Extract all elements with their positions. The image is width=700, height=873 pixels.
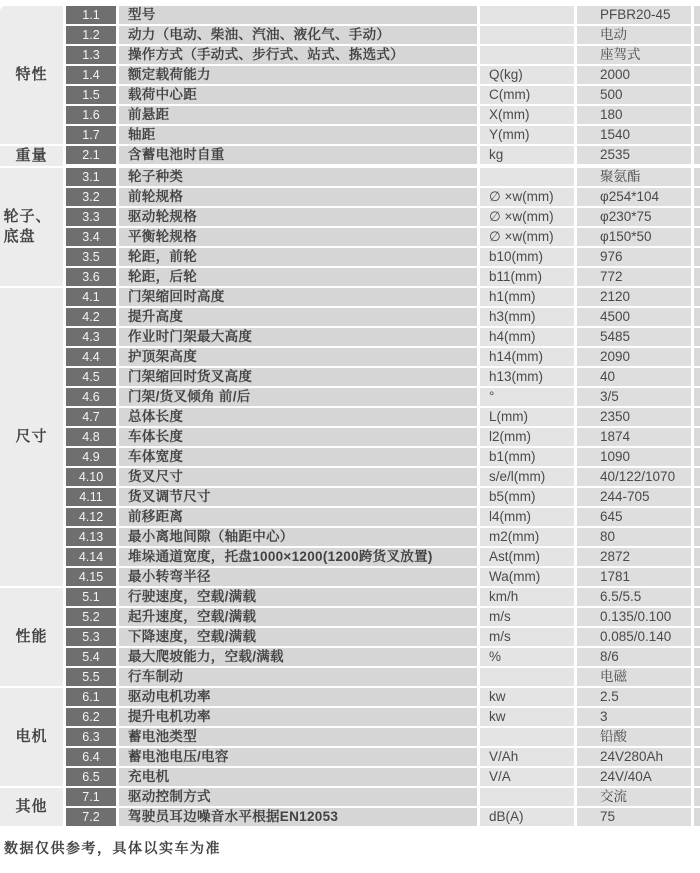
table-row xyxy=(66,608,700,626)
right-edge-strip xyxy=(694,708,700,726)
row-description: 额定载荷能力 xyxy=(119,66,477,84)
row-number: 4.9 xyxy=(66,448,116,466)
table-row xyxy=(66,448,700,466)
table-row xyxy=(66,26,700,44)
row-description: 驱动轮规格 xyxy=(119,208,477,226)
row-value: 3/5 xyxy=(577,388,691,406)
table-row xyxy=(66,146,700,164)
row-unit xyxy=(480,788,574,806)
row-unit: ° xyxy=(480,388,574,406)
row-unit xyxy=(480,728,574,746)
row-description: 驾驶员耳边噪音水平根据EN12053 xyxy=(119,808,477,826)
row-value: 3 xyxy=(577,708,691,726)
row-number: 6.5 xyxy=(66,768,116,786)
table-row xyxy=(66,288,700,306)
row-description: 平衡轮规格 xyxy=(119,228,477,246)
row-value: φ254*104 xyxy=(577,188,691,206)
row-unit: l4(mm) xyxy=(480,508,574,526)
row-value: 2.5 xyxy=(577,688,691,706)
right-edge-strip xyxy=(694,748,700,766)
row-unit: b10(mm) xyxy=(480,248,574,266)
category-cell xyxy=(0,146,63,166)
row-description: 行车制动 xyxy=(119,668,477,686)
row-description: 起升速度，空载/满载 xyxy=(119,608,477,626)
row-description: 蓄电池电压/电容 xyxy=(119,748,477,766)
row-unit: % xyxy=(480,648,574,666)
category-cell xyxy=(0,288,63,586)
right-edge-strip xyxy=(694,288,700,306)
table-row xyxy=(66,66,700,84)
right-edge-strip xyxy=(694,528,700,546)
row-description: 货叉尺寸 xyxy=(119,468,477,486)
table-row xyxy=(66,748,700,766)
table-row xyxy=(66,548,700,566)
right-edge-strip xyxy=(694,608,700,626)
row-value: 976 xyxy=(577,248,691,266)
right-edge-strip xyxy=(694,26,700,44)
row-description: 车体宽度 xyxy=(119,448,477,466)
category-cell xyxy=(0,168,63,286)
right-edge-strip xyxy=(694,228,700,246)
table-row xyxy=(66,268,700,286)
row-unit: C(mm) xyxy=(480,86,574,104)
row-description: 含蓄电池时自重 xyxy=(119,146,477,164)
row-description: 门架缩回时货叉高度 xyxy=(119,368,477,386)
table-row xyxy=(66,248,700,266)
row-number: 3.3 xyxy=(66,208,116,226)
category-label: 特性 xyxy=(15,65,48,83)
row-number: 5.2 xyxy=(66,608,116,626)
group-rows xyxy=(66,788,700,826)
row-description: 型号 xyxy=(119,6,477,24)
spec-group xyxy=(0,168,700,286)
right-edge-strip xyxy=(694,208,700,226)
row-description: 行驶速度，空载/满载 xyxy=(119,588,477,606)
row-description: 轴距 xyxy=(119,126,477,144)
table-row xyxy=(66,768,700,786)
row-description: 前悬距 xyxy=(119,106,477,124)
row-unit: Q(kg) xyxy=(480,66,574,84)
row-number: 4.13 xyxy=(66,528,116,546)
row-value: 2350 xyxy=(577,408,691,426)
row-description: 载荷中心距 xyxy=(119,86,477,104)
row-number: 5.3 xyxy=(66,628,116,646)
right-edge-strip xyxy=(694,348,700,366)
row-number: 5.1 xyxy=(66,588,116,606)
row-value: 24V280Ah xyxy=(577,748,691,766)
row-description: 最小离地间隙（轴距中心） xyxy=(119,528,477,546)
row-description: 货叉调节尺寸 xyxy=(119,488,477,506)
row-unit: L(mm) xyxy=(480,408,574,426)
row-unit: km/h xyxy=(480,588,574,606)
right-edge-strip xyxy=(694,106,700,124)
row-value: 1090 xyxy=(577,448,691,466)
row-number: 1.4 xyxy=(66,66,116,84)
row-value: PFBR20-45 xyxy=(577,6,691,24)
table-row xyxy=(66,428,700,446)
right-edge-strip xyxy=(694,268,700,286)
table-row xyxy=(66,528,700,546)
row-unit: Ast(mm) xyxy=(480,548,574,566)
row-value: 2090 xyxy=(577,348,691,366)
row-unit: b11(mm) xyxy=(480,268,574,286)
right-edge-strip xyxy=(694,248,700,266)
row-value: 40/122/1070 xyxy=(577,468,691,486)
row-unit: m/s xyxy=(480,608,574,626)
row-unit: b1(mm) xyxy=(480,448,574,466)
row-number: 6.1 xyxy=(66,688,116,706)
row-unit: V/Ah xyxy=(480,748,574,766)
row-value: 6.5/5.5 xyxy=(577,588,691,606)
table-row xyxy=(66,568,700,586)
row-value: 645 xyxy=(577,508,691,526)
row-description: 驱动电机功率 xyxy=(119,688,477,706)
table-row xyxy=(66,408,700,426)
row-number: 4.11 xyxy=(66,488,116,506)
spec-group xyxy=(0,146,700,166)
row-description: 轮子种类 xyxy=(119,168,477,186)
table-row xyxy=(66,188,700,206)
right-edge-strip xyxy=(694,448,700,466)
right-edge-strip xyxy=(694,188,700,206)
right-edge-strip xyxy=(694,548,700,566)
row-number: 5.4 xyxy=(66,648,116,666)
row-description: 下降速度，空载/满载 xyxy=(119,628,477,646)
right-edge-strip xyxy=(694,668,700,686)
table-row xyxy=(66,6,700,24)
table-row xyxy=(66,688,700,706)
row-description: 门架/货叉倾角 前/后 xyxy=(119,388,477,406)
row-unit xyxy=(480,168,574,186)
row-value: 500 xyxy=(577,86,691,104)
right-edge-strip xyxy=(694,788,700,806)
right-edge-strip xyxy=(694,628,700,646)
row-description: 轮距，前轮 xyxy=(119,248,477,266)
row-number: 1.1 xyxy=(66,6,116,24)
row-number: 4.7 xyxy=(66,408,116,426)
row-unit xyxy=(480,26,574,44)
row-unit: X(mm) xyxy=(480,106,574,124)
row-value: 1874 xyxy=(577,428,691,446)
table-row xyxy=(66,126,700,144)
category-label: 性能 xyxy=(15,628,48,646)
row-number: 4.8 xyxy=(66,428,116,446)
category-label: 尺寸 xyxy=(15,428,48,446)
right-edge-strip xyxy=(694,468,700,486)
row-number: 4.3 xyxy=(66,328,116,346)
right-edge-strip xyxy=(694,388,700,406)
right-edge-strip xyxy=(694,328,700,346)
right-edge-strip xyxy=(694,728,700,746)
row-number: 3.2 xyxy=(66,188,116,206)
right-edge-strip xyxy=(694,508,700,526)
table-row xyxy=(66,628,700,646)
row-description: 前轮规格 xyxy=(119,188,477,206)
table-row xyxy=(66,508,700,526)
row-value: φ150*50 xyxy=(577,228,691,246)
row-value: 8/6 xyxy=(577,648,691,666)
table-row xyxy=(66,86,700,104)
right-edge-strip xyxy=(694,308,700,326)
table-row xyxy=(66,388,700,406)
row-unit: ∅ ×w(mm) xyxy=(480,228,574,246)
right-edge-strip xyxy=(694,408,700,426)
row-number: 6.3 xyxy=(66,728,116,746)
spec-group xyxy=(0,6,700,144)
row-unit: h3(mm) xyxy=(480,308,574,326)
row-number: 4.6 xyxy=(66,388,116,406)
row-value: 180 xyxy=(577,106,691,124)
row-description: 前移距离 xyxy=(119,508,477,526)
row-number: 4.4 xyxy=(66,348,116,366)
row-value: 交流 xyxy=(577,788,691,806)
footer-note: 数据仅供参考，具体以实车为准 xyxy=(4,840,221,856)
row-description: 充电机 xyxy=(119,768,477,786)
row-number: 1.7 xyxy=(66,126,116,144)
row-value: 2120 xyxy=(577,288,691,306)
row-description: 提升高度 xyxy=(119,308,477,326)
right-edge-strip xyxy=(694,588,700,606)
table-row xyxy=(66,648,700,666)
row-unit: kg xyxy=(480,146,574,164)
category-label: 重量 xyxy=(15,147,48,164)
row-number: 1.5 xyxy=(66,86,116,104)
row-number: 3.5 xyxy=(66,248,116,266)
right-edge-strip xyxy=(694,6,700,24)
table-row xyxy=(66,228,700,246)
right-edge-strip xyxy=(694,368,700,386)
row-number: 3.6 xyxy=(66,268,116,286)
row-unit: h13(mm) xyxy=(480,368,574,386)
row-number: 4.14 xyxy=(66,548,116,566)
table-row xyxy=(66,208,700,226)
row-number: 1.3 xyxy=(66,46,116,64)
row-number: 5.5 xyxy=(66,668,116,686)
row-description: 动力（电动、柴油、汽油、液化气、手动） xyxy=(119,26,477,44)
group-rows xyxy=(66,6,700,144)
row-value: 40 xyxy=(577,368,691,386)
spec-group xyxy=(0,788,700,826)
row-value: 244-705 xyxy=(577,488,691,506)
row-unit: m/s xyxy=(480,628,574,646)
right-edge-strip xyxy=(694,568,700,586)
row-value: 电磁 xyxy=(577,668,691,686)
row-number: 3.1 xyxy=(66,168,116,186)
row-unit: ∅ ×w(mm) xyxy=(480,188,574,206)
row-number: 2.1 xyxy=(66,146,116,164)
category-cell xyxy=(0,6,63,144)
row-description: 提升电机功率 xyxy=(119,708,477,726)
row-unit xyxy=(480,668,574,686)
row-value: 0.085/0.140 xyxy=(577,628,691,646)
row-value: 聚氨酯 xyxy=(577,168,691,186)
row-unit: kw xyxy=(480,708,574,726)
table-row xyxy=(66,808,700,826)
table-row xyxy=(66,168,700,186)
table-row xyxy=(66,348,700,366)
category-cell xyxy=(0,788,63,826)
row-value: 座驾式 xyxy=(577,46,691,64)
category-label: 轮子、底盘 xyxy=(3,208,52,246)
row-unit: h4(mm) xyxy=(480,328,574,346)
row-number: 7.1 xyxy=(66,788,116,806)
row-description: 堆垛通道宽度，托盘1000×1200(1200跨货叉放置) xyxy=(119,548,477,566)
row-description: 作业时门架最大高度 xyxy=(119,328,477,346)
row-unit: h1(mm) xyxy=(480,288,574,306)
row-unit: dB(A) xyxy=(480,808,574,826)
row-number: 4.1 xyxy=(66,288,116,306)
row-number: 7.2 xyxy=(66,808,116,826)
group-rows xyxy=(66,288,700,586)
row-number: 1.6 xyxy=(66,106,116,124)
row-unit xyxy=(480,6,574,24)
row-number: 4.2 xyxy=(66,308,116,326)
table-row xyxy=(66,588,700,606)
row-value: 75 xyxy=(577,808,691,826)
row-value: 24V/40A xyxy=(577,768,691,786)
row-unit: Wa(mm) xyxy=(480,568,574,586)
group-rows xyxy=(66,588,700,686)
category-label: 电机 xyxy=(15,728,48,746)
row-description: 门架缩回时高度 xyxy=(119,288,477,306)
right-edge-strip xyxy=(694,768,700,786)
table-row xyxy=(66,728,700,746)
row-value: 2000 xyxy=(577,66,691,84)
right-edge-strip xyxy=(694,66,700,84)
right-edge-strip xyxy=(694,146,700,164)
row-description: 操作方式（手动式、步行式、站式、拣选式） xyxy=(119,46,477,64)
row-value: φ230*75 xyxy=(577,208,691,226)
table-row xyxy=(66,106,700,124)
row-unit: b5(mm) xyxy=(480,488,574,506)
row-description: 驱动控制方式 xyxy=(119,788,477,806)
row-unit: ∅ ×w(mm) xyxy=(480,208,574,226)
category-cell xyxy=(0,688,63,786)
row-unit: s/e/l(mm) xyxy=(480,468,574,486)
row-unit: Y(mm) xyxy=(480,126,574,144)
row-number: 4.10 xyxy=(66,468,116,486)
row-value: 772 xyxy=(577,268,691,286)
table-row xyxy=(66,308,700,326)
right-edge-strip xyxy=(694,168,700,186)
row-description: 护顶架高度 xyxy=(119,348,477,366)
spec-group xyxy=(0,588,700,686)
row-value: 2535 xyxy=(577,146,691,164)
right-edge-strip xyxy=(694,46,700,64)
row-value: 5485 xyxy=(577,328,691,346)
table-row xyxy=(66,468,700,486)
row-description: 蓄电池类型 xyxy=(119,728,477,746)
table-row xyxy=(66,46,700,64)
row-description: 最小转弯半径 xyxy=(119,568,477,586)
category-cell xyxy=(0,588,63,686)
table-row xyxy=(66,488,700,506)
table-row xyxy=(66,328,700,346)
row-number: 6.2 xyxy=(66,708,116,726)
spec-group xyxy=(0,688,700,786)
row-value: 电动 xyxy=(577,26,691,44)
group-rows xyxy=(66,168,700,286)
spec-group xyxy=(0,288,700,586)
row-number: 4.5 xyxy=(66,368,116,386)
row-unit xyxy=(480,46,574,64)
row-description: 总体长度 xyxy=(119,408,477,426)
row-value: 2872 xyxy=(577,548,691,566)
right-edge-strip xyxy=(694,126,700,144)
right-edge-strip xyxy=(694,648,700,666)
right-edge-strip xyxy=(694,86,700,104)
table-row xyxy=(66,368,700,386)
row-description: 最大爬坡能力，空载/满载 xyxy=(119,648,477,666)
row-description: 车体长度 xyxy=(119,428,477,446)
spec-table xyxy=(0,6,700,826)
row-unit: kw xyxy=(480,688,574,706)
right-edge-strip xyxy=(694,808,700,826)
row-number: 4.15 xyxy=(66,568,116,586)
row-value: 1781 xyxy=(577,568,691,586)
row-value: 4500 xyxy=(577,308,691,326)
row-number: 1.2 xyxy=(66,26,116,44)
row-value: 1540 xyxy=(577,126,691,144)
row-description: 轮距，后轮 xyxy=(119,268,477,286)
category-label: 其他 xyxy=(15,798,48,816)
row-number: 3.4 xyxy=(66,228,116,246)
row-number: 4.12 xyxy=(66,508,116,526)
row-value: 铅酸 xyxy=(577,728,691,746)
row-unit: V/A xyxy=(480,768,574,786)
row-unit: m2(mm) xyxy=(480,528,574,546)
group-rows xyxy=(66,688,700,786)
right-edge-strip xyxy=(694,488,700,506)
table-row xyxy=(66,668,700,686)
right-edge-strip xyxy=(694,428,700,446)
row-value: 0.135/0.100 xyxy=(577,608,691,626)
table-row xyxy=(66,708,700,726)
row-unit: l2(mm) xyxy=(480,428,574,446)
row-value: 80 xyxy=(577,528,691,546)
row-number: 6.4 xyxy=(66,748,116,766)
group-rows xyxy=(66,146,700,166)
table-row xyxy=(66,788,700,806)
right-edge-strip xyxy=(694,688,700,706)
row-unit: h14(mm) xyxy=(480,348,574,366)
